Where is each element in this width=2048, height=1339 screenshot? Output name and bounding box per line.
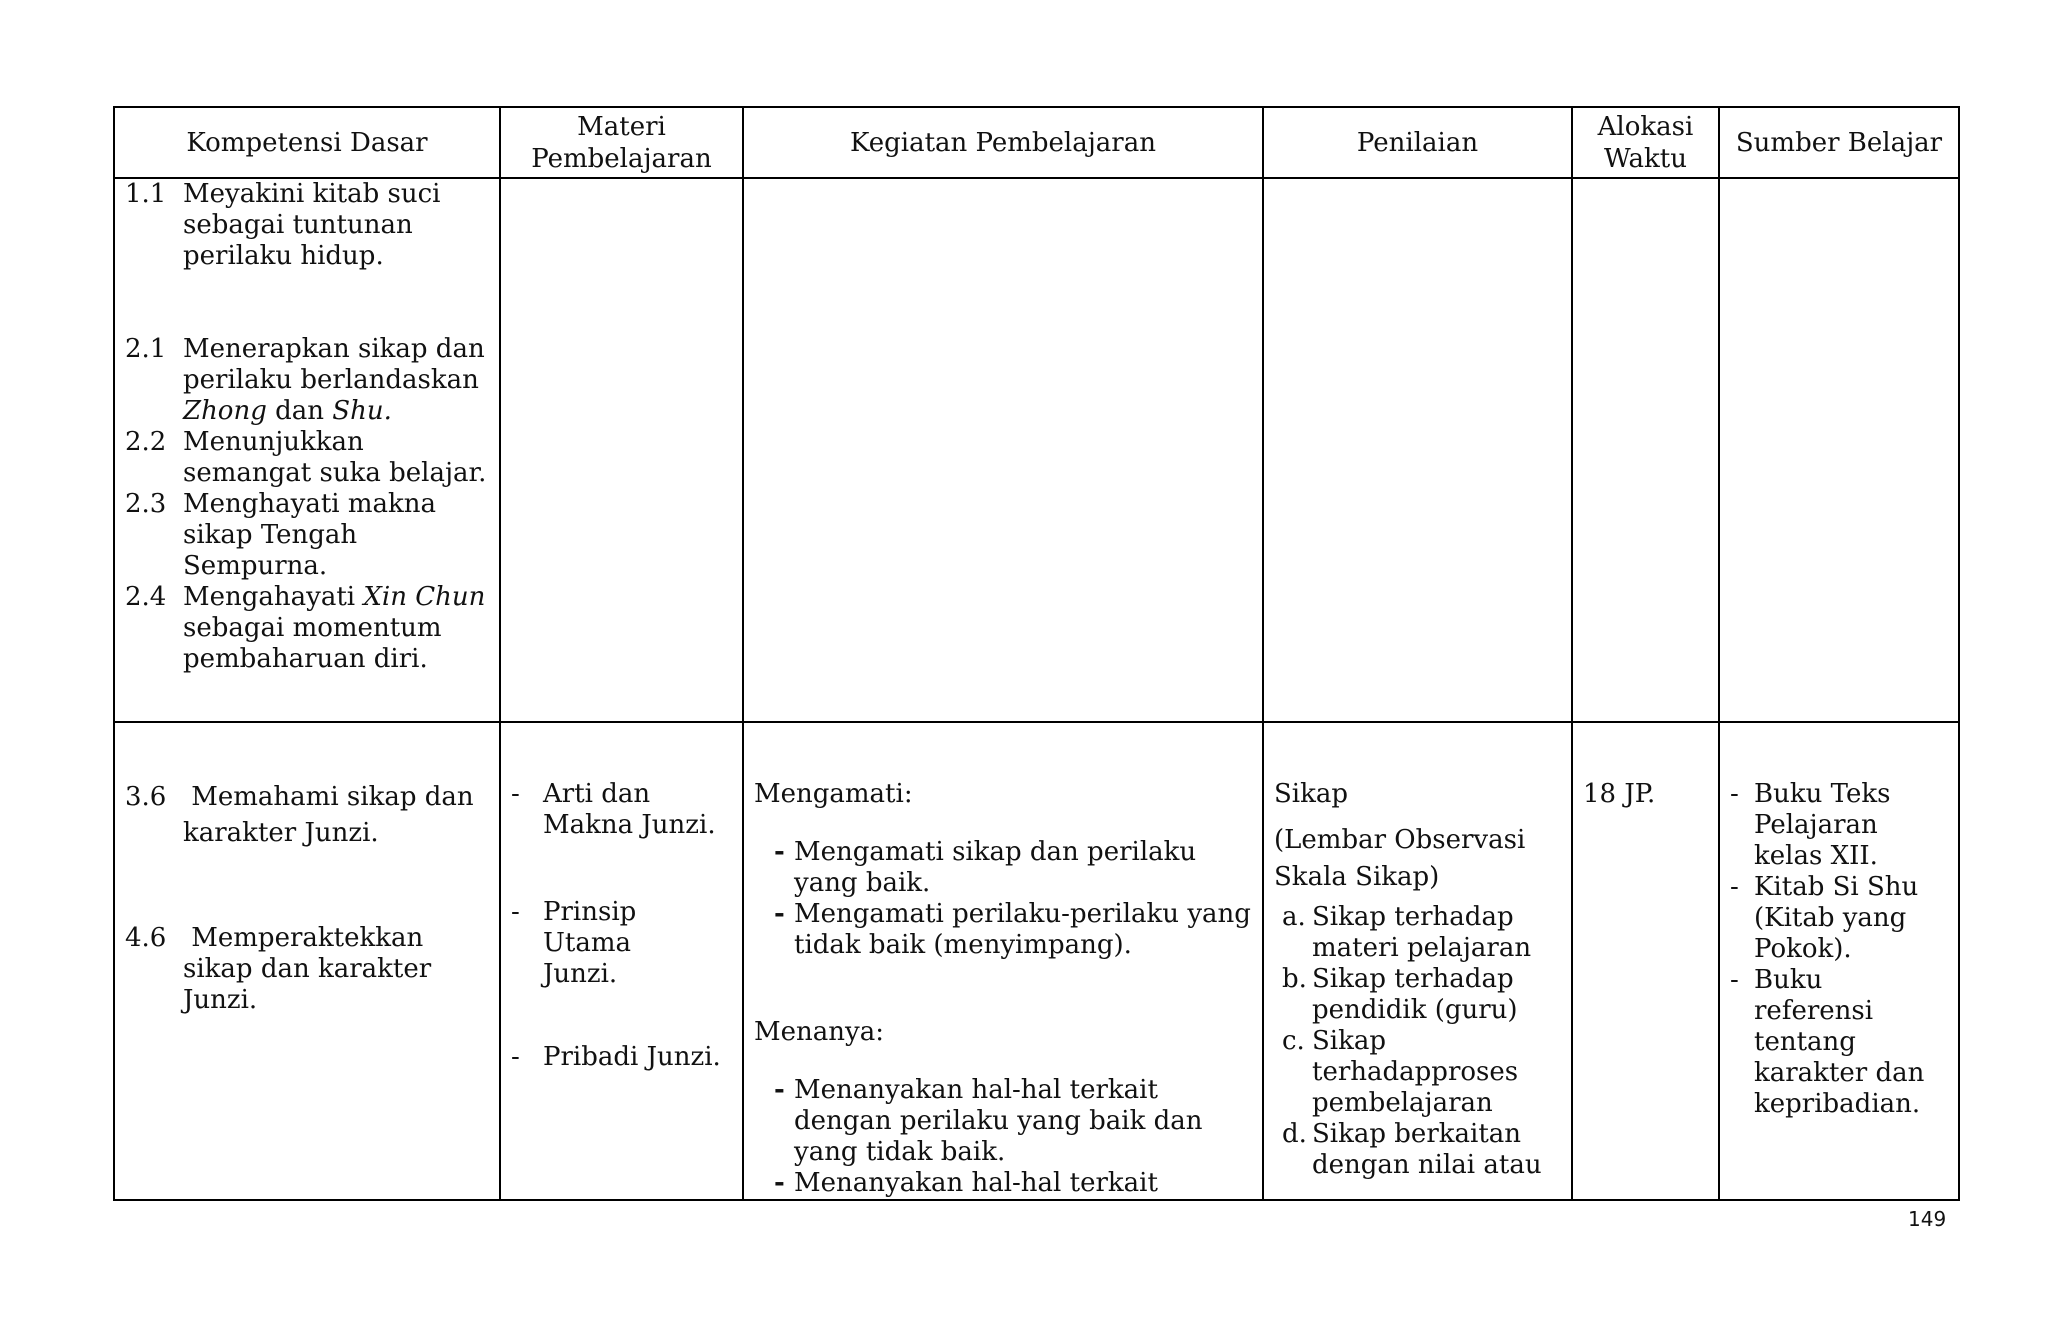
materi-line: Pribadi Junzi. — [543, 1042, 721, 1072]
row1-materi-cell — [500, 178, 743, 722]
row2-sumber-cell — [1719, 722, 1959, 1200]
header-penilaian-text: Penilaian — [1356, 127, 1479, 158]
materi-line: Prinsip Utama — [543, 897, 637, 958]
kd-line-prefix: Mengahayati — [183, 582, 364, 612]
sumber-item-referensi — [1730, 965, 1948, 1120]
kegiatan-line: Menanyakan hal-hal terkait — [794, 1168, 1158, 1198]
row-2 — [114, 722, 1959, 1200]
sumber-item-kitab — [1730, 872, 1948, 965]
header-sumber-text: Sumber Belajar — [1735, 127, 1943, 158]
penilaian-subtitle-line1: (Lembar Observasi — [1274, 825, 1526, 855]
materi-text — [543, 1042, 721, 1073]
row1-penilaian-cell — [1263, 178, 1572, 722]
sumber-line: karakter dan — [1754, 1058, 1925, 1088]
kegiatan-line: dengan perilaku yang baik dan — [794, 1106, 1203, 1136]
kd-line-mid: dan — [266, 396, 333, 426]
kegiatan-item-text — [794, 1075, 1203, 1168]
penilaian-letter: a. — [1282, 902, 1306, 932]
kd-line: Memahami sikap dan — [183, 782, 474, 812]
header-sumber — [1719, 107, 1959, 178]
header-alokasi-line2: Waktu — [1604, 143, 1687, 174]
sumber-line: kepribadian. — [1754, 1089, 1921, 1119]
kegiatan-mengamati-item — [754, 837, 1252, 899]
sumber-text — [1754, 965, 1948, 1120]
kegiatan-menanya-item — [754, 1168, 1252, 1199]
header-materi-line2: Pembelajaran — [531, 143, 712, 174]
row1-sumber-cell — [1719, 178, 1959, 722]
header-alokasi — [1572, 107, 1719, 178]
kd-line: Menghayati makna — [183, 489, 437, 519]
sumber-line: Pokok). — [1754, 934, 1852, 964]
alokasi-value: 18 JP. — [1583, 779, 1656, 809]
sumber-line: tentang — [1754, 1027, 1856, 1057]
materi-text — [543, 897, 732, 990]
kd-number: 2.4 — [125, 582, 167, 612]
row2-materi-cell — [500, 722, 743, 1200]
sumber-line: (Kitab yang — [1754, 903, 1907, 933]
row2-kegiatan-cell — [743, 722, 1263, 1200]
materi-dash: - — [511, 1042, 520, 1072]
kd-text — [183, 489, 489, 582]
kegiatan-bullet: - — [774, 837, 785, 867]
kd-text — [183, 427, 489, 489]
kd-line: Menerapkan sikap dan — [183, 334, 485, 364]
penilaian-item-text — [1312, 1119, 1542, 1181]
kd-item-4-6 — [125, 923, 489, 1016]
penilaian-item-b — [1274, 964, 1561, 1026]
penilaian-title: Sikap — [1274, 779, 1349, 809]
kd-line — [183, 582, 489, 613]
header-kompetensi-text: Kompetensi Dasar — [186, 127, 428, 158]
kd-text — [183, 582, 489, 675]
kegiatan-line: tidak baik (menyimpang). — [794, 930, 1132, 960]
penilaian-line: pendidik (guru) — [1312, 995, 1518, 1025]
row1-kegiatan-cell — [743, 178, 1263, 722]
kd-number: 4.6 — [125, 923, 167, 953]
header-alokasi-line1: Alokasi — [1597, 111, 1694, 142]
kd-line: Sempurna. — [183, 551, 328, 581]
row-1 — [114, 178, 1959, 722]
sumber-dash: - — [1730, 965, 1739, 995]
materi-line: Makna Junzi. — [543, 810, 716, 840]
page-number: 149 — [1908, 1207, 1947, 1231]
kd-line: pembaharuan diri. — [183, 644, 428, 674]
kd-line — [183, 396, 489, 427]
materi-line: Arti dan — [543, 779, 651, 809]
kegiatan-line: Mengamati sikap dan perilaku — [794, 837, 1197, 867]
kd-line: semangat suka belajar. — [183, 458, 487, 488]
kegiatan-line: yang tidak baik. — [794, 1137, 1006, 1167]
kd-number: 1.1 — [125, 179, 167, 209]
sumber-text — [1754, 779, 1890, 872]
header-row — [114, 107, 1959, 178]
materi-item-prinsip — [511, 897, 732, 990]
kd-number: 3.6 — [125, 782, 167, 812]
kegiatan-line: Menanyakan hal-hal terkait — [794, 1075, 1158, 1105]
header-kegiatan — [743, 107, 1263, 178]
sumber-line: Pelajaran — [1754, 810, 1878, 840]
kd-item-2-3 — [125, 489, 489, 582]
penilaian-line: Sikap terhadap — [1312, 902, 1514, 932]
row2-alokasi-cell — [1572, 722, 1719, 1200]
penilaian-line: dengan nilai atau — [1312, 1150, 1542, 1180]
kd-item-2-1 — [125, 334, 489, 427]
kegiatan-bullet: - — [774, 899, 785, 929]
materi-text — [543, 779, 716, 841]
kd-text — [183, 334, 489, 427]
kd-italic-term: Zhong — [183, 396, 267, 426]
header-penilaian — [1263, 107, 1572, 178]
kd-line: perilaku hidup. — [183, 241, 384, 271]
row1-kompetensi-cell — [114, 178, 500, 722]
kd-number: 2.1 — [125, 334, 167, 364]
kd-number: 2.2 — [125, 427, 167, 457]
row2-penilaian-cell — [1263, 722, 1572, 1200]
penilaian-line: pembelajaran — [1312, 1088, 1493, 1118]
header-materi — [500, 107, 743, 178]
kegiatan-bullet: - — [774, 1168, 785, 1198]
kegiatan-line: yang baik. — [794, 868, 931, 898]
penilaian-letter: d. — [1282, 1119, 1307, 1149]
kd-line: Meyakini kitab suci — [183, 179, 441, 209]
sumber-line: Kitab Si Shu — [1754, 872, 1919, 902]
kegiatan-menanya-item — [754, 1075, 1252, 1168]
kd-line: Junzi. — [183, 985, 258, 1015]
materi-item-pribadi — [511, 1042, 732, 1073]
penilaian-line: Sikap terhadap — [1312, 964, 1514, 994]
kd-line: Memperaktekkan — [183, 923, 424, 953]
kd-item-2-4 — [125, 582, 489, 675]
penilaian-letter: b. — [1282, 964, 1307, 994]
sumber-line: Buku referensi — [1754, 965, 1874, 1026]
kd-line: Menunjukkan — [183, 427, 364, 457]
sumber-text — [1754, 872, 1918, 965]
kd-item-2-2 — [125, 427, 489, 489]
kegiatan-bullet: - — [774, 1075, 785, 1105]
kd-line: sikap Tengah — [183, 520, 358, 550]
sumber-dash: - — [1730, 779, 1739, 809]
row1-alokasi-cell — [1572, 178, 1719, 722]
kd-line: perilaku berlandaskan — [183, 365, 479, 395]
kegiatan-menanya-title: Menanya: — [754, 1017, 884, 1047]
kegiatan-mengamati-title: Mengamati: — [754, 779, 913, 809]
header-kompetensi — [114, 107, 500, 178]
kd-item-1-1 — [125, 179, 489, 272]
penilaian-item-d — [1274, 1119, 1561, 1181]
penilaian-line: terhadapproses — [1312, 1057, 1519, 1087]
kd-item-3-6 — [125, 779, 489, 851]
header-kegiatan-text: Kegiatan Pembelajaran — [850, 127, 1156, 158]
kd-line: sikap dan karakter — [183, 954, 432, 984]
penilaian-line: Sikap — [1312, 1026, 1387, 1056]
penilaian-item-text — [1312, 902, 1531, 964]
kd-text — [183, 179, 489, 272]
kegiatan-item-text — [794, 899, 1251, 961]
header-materi-line1: Materi — [577, 111, 666, 142]
penilaian-subtitle-line2: Skala Sikap) — [1274, 862, 1440, 892]
lesson-plan-table — [113, 106, 1960, 1201]
kd-italic-term: Shu. — [332, 396, 392, 426]
sumber-line: kelas XII. — [1754, 841, 1878, 871]
kd-number: 2.3 — [125, 489, 167, 519]
penilaian-line: Sikap berkaitan — [1312, 1119, 1522, 1149]
row2-kompetensi-cell — [114, 722, 500, 1200]
kegiatan-mengamati-item — [754, 899, 1252, 961]
materi-dash: - — [511, 779, 520, 809]
sumber-line: Buku Teks — [1754, 779, 1891, 809]
kd-line: sebagai tuntunan — [183, 210, 413, 240]
kegiatan-item-text — [794, 1168, 1158, 1199]
kd-text — [183, 923, 489, 1016]
kegiatan-item-text — [794, 837, 1196, 899]
kd-line: sebagai momentum — [183, 613, 442, 643]
kd-italic-term: Xin Chun — [363, 582, 486, 612]
penilaian-letter: c. — [1282, 1026, 1305, 1056]
penilaian-line: materi pelajaran — [1312, 933, 1532, 963]
kd-line: karakter Junzi. — [183, 818, 379, 848]
penilaian-item-text — [1312, 964, 1518, 1026]
materi-item-arti — [511, 779, 732, 841]
penilaian-item-c — [1274, 1026, 1561, 1119]
materi-dash: - — [511, 897, 520, 927]
sumber-item-buku-teks — [1730, 779, 1948, 872]
kegiatan-line: Mengamati perilaku-perilaku yang — [794, 899, 1251, 929]
materi-line: Junzi. — [543, 959, 618, 989]
penilaian-item-a — [1274, 902, 1561, 964]
sumber-dash: - — [1730, 872, 1739, 902]
kd-text — [183, 779, 489, 851]
penilaian-item-text — [1312, 1026, 1518, 1119]
